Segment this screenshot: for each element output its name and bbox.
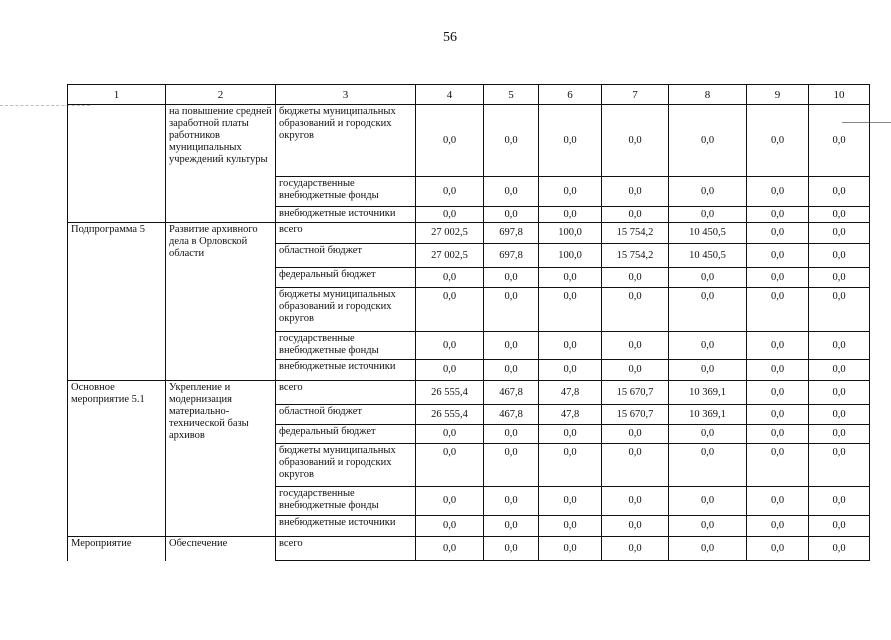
amount-cell: 0,0 [416, 425, 484, 444]
amount-cell: 0,0 [669, 268, 747, 288]
amount-cell: 0,0 [809, 105, 870, 177]
amount-cell: 0,0 [539, 177, 602, 207]
amount-cell: 0,0 [484, 268, 539, 288]
amount-cell: 0,0 [747, 444, 809, 487]
table-row [68, 105, 870, 177]
program-description-cell: на повышение средней заработной платы работников муниципальных учреждений культуры [166, 105, 276, 223]
amount-cell: 0,0 [484, 207, 539, 223]
amount-cell: 0,0 [484, 537, 539, 561]
amount-cell: 0,0 [747, 244, 809, 268]
funding-source-cell: государственные внебюджетные фонды [276, 332, 416, 360]
column-header: 6 [539, 85, 602, 105]
amount-cell: 0,0 [484, 360, 539, 381]
amount-cell: 0,0 [484, 444, 539, 487]
amount-cell: 27 002,5 [416, 244, 484, 268]
amount-cell: 0,0 [602, 207, 669, 223]
column-header: 3 [276, 85, 416, 105]
budget-table [67, 84, 870, 561]
amount-cell: 0,0 [669, 537, 747, 561]
amount-cell: 0,0 [809, 244, 870, 268]
amount-cell: 0,0 [539, 516, 602, 537]
amount-cell: 0,0 [484, 425, 539, 444]
amount-cell: 0,0 [809, 207, 870, 223]
amount-cell: 0,0 [809, 223, 870, 244]
amount-cell: 0,0 [747, 381, 809, 405]
amount-cell: 0,0 [539, 537, 602, 561]
amount-cell: 0,0 [669, 360, 747, 381]
amount-cell: 0,0 [539, 268, 602, 288]
amount-cell: 0,0 [484, 487, 539, 516]
amount-cell: 0,0 [416, 360, 484, 381]
funding-source-cell: областной бюджет [276, 244, 416, 268]
program-name-cell: Основное мероприятие 5.1 [68, 381, 166, 537]
funding-source-cell: всего [276, 381, 416, 405]
funding-source-cell: областной бюджет [276, 405, 416, 425]
amount-cell: 0,0 [602, 516, 669, 537]
column-header: 4 [416, 85, 484, 105]
amount-cell: 697,8 [484, 223, 539, 244]
funding-source-cell: бюджеты муниципальных образований и городских округов [276, 288, 416, 332]
amount-cell: 0,0 [809, 516, 870, 537]
amount-cell: 0,0 [747, 425, 809, 444]
amount-cell: 0,0 [416, 105, 484, 177]
amount-cell: 0,0 [484, 288, 539, 332]
amount-cell: 0,0 [602, 425, 669, 444]
amount-cell: 0,0 [539, 207, 602, 223]
amount-cell: 0,0 [747, 207, 809, 223]
amount-cell: 15 670,7 [602, 381, 669, 405]
funding-source-cell: внебюджетные источники [276, 207, 416, 223]
column-header: 8 [669, 85, 747, 105]
amount-cell: 0,0 [809, 537, 870, 561]
table-row [68, 537, 870, 561]
amount-cell: 0,0 [484, 177, 539, 207]
amount-cell: 0,0 [669, 332, 747, 360]
amount-cell: 0,0 [416, 332, 484, 360]
program-description-cell: Обеспечение [166, 537, 276, 561]
amount-cell: 0,0 [539, 105, 602, 177]
amount-cell: 0,0 [602, 537, 669, 561]
amount-cell: 0,0 [747, 405, 809, 425]
amount-cell: 0,0 [602, 177, 669, 207]
program-name-cell: Подпрограмма 5 [68, 223, 166, 381]
program-description-cell: Развитие архивного дела в Орловской области [166, 223, 276, 381]
amount-cell: 0,0 [539, 360, 602, 381]
amount-cell: 0,0 [416, 444, 484, 487]
amount-cell: 10 369,1 [669, 381, 747, 405]
amount-cell: 0,0 [669, 105, 747, 177]
funding-source-cell: внебюджетные источники [276, 360, 416, 381]
amount-cell: 0,0 [484, 332, 539, 360]
amount-cell: 0,0 [539, 425, 602, 444]
amount-cell: 0,0 [747, 537, 809, 561]
amount-cell: 0,0 [669, 444, 747, 487]
amount-cell: 0,0 [416, 537, 484, 561]
amount-cell: 0,0 [484, 516, 539, 537]
amount-cell: 0,0 [669, 425, 747, 444]
amount-cell: 0,0 [539, 288, 602, 332]
amount-cell: 47,8 [539, 405, 602, 425]
program-description-cell: Укрепление и модернизация материально-технической базы архивов [166, 381, 276, 537]
page-number: 56 [443, 30, 457, 45]
funding-source-cell: бюджеты муниципальных образований и городских округов [276, 105, 416, 177]
amount-cell: 0,0 [809, 177, 870, 207]
column-header: 7 [602, 85, 669, 105]
amount-cell: 0,0 [747, 223, 809, 244]
funding-source-cell: бюджеты муниципальных образований и городских округов [276, 444, 416, 487]
amount-cell: 697,8 [484, 244, 539, 268]
amount-cell: 0,0 [669, 288, 747, 332]
column-header: 9 [747, 85, 809, 105]
amount-cell: 0,0 [747, 105, 809, 177]
amount-cell: 0,0 [602, 105, 669, 177]
amount-cell: 15 754,2 [602, 244, 669, 268]
amount-cell: 0,0 [747, 268, 809, 288]
amount-cell: 0,0 [669, 487, 747, 516]
funding-source-cell: внебюджетные источники [276, 516, 416, 537]
amount-cell: 100,0 [539, 244, 602, 268]
amount-cell: 0,0 [809, 268, 870, 288]
funding-source-cell: всего [276, 537, 416, 561]
amount-cell: 100,0 [539, 223, 602, 244]
amount-cell: 0,0 [747, 516, 809, 537]
amount-cell: 0,0 [809, 288, 870, 332]
amount-cell: 26 555,4 [416, 381, 484, 405]
amount-cell: 0,0 [809, 425, 870, 444]
amount-cell: 0,0 [669, 207, 747, 223]
amount-cell: 467,8 [484, 405, 539, 425]
funding-source-cell: федеральный бюджет [276, 268, 416, 288]
program-name-cell: Мероприятие [68, 537, 166, 561]
amount-cell: 0,0 [809, 332, 870, 360]
amount-cell: 26 555,4 [416, 405, 484, 425]
amount-cell: 0,0 [747, 177, 809, 207]
funding-source-cell: государственные внебюджетные фонды [276, 177, 416, 207]
amount-cell: 0,0 [669, 177, 747, 207]
amount-cell: 0,0 [809, 405, 870, 425]
amount-cell: 467,8 [484, 381, 539, 405]
column-header: 2 [166, 85, 276, 105]
program-name-cell [68, 105, 166, 223]
amount-cell: 0,0 [416, 288, 484, 332]
table-body [68, 85, 870, 561]
amount-cell: 0,0 [809, 487, 870, 516]
amount-cell: 0,0 [747, 360, 809, 381]
header-row [68, 85, 870, 105]
amount-cell: 10 450,5 [669, 223, 747, 244]
amount-cell: 0,0 [602, 268, 669, 288]
amount-cell: 0,0 [539, 332, 602, 360]
amount-cell: 0,0 [539, 444, 602, 487]
table-row [68, 381, 870, 405]
amount-cell: 47,8 [539, 381, 602, 405]
funding-source-cell: всего [276, 223, 416, 244]
amount-cell: 0,0 [602, 288, 669, 332]
amount-cell: 15 754,2 [602, 223, 669, 244]
amount-cell: 27 002,5 [416, 223, 484, 244]
funding-source-cell: федеральный бюджет [276, 425, 416, 444]
column-header: 10 [809, 85, 870, 105]
column-header: 5 [484, 85, 539, 105]
funding-source-cell: государственные внебюджетные фонды [276, 487, 416, 516]
amount-cell: 0,0 [416, 207, 484, 223]
amount-cell: 10 450,5 [669, 244, 747, 268]
amount-cell: 10 369,1 [669, 405, 747, 425]
amount-cell: 0,0 [539, 487, 602, 516]
column-header: 1 [68, 85, 166, 105]
amount-cell: 0,0 [416, 268, 484, 288]
amount-cell: 0,0 [602, 487, 669, 516]
amount-cell: 15 670,7 [602, 405, 669, 425]
amount-cell: 0,0 [602, 360, 669, 381]
amount-cell: 0,0 [416, 177, 484, 207]
amount-cell: 0,0 [809, 444, 870, 487]
amount-cell: 0,0 [747, 487, 809, 516]
amount-cell: 0,0 [416, 487, 484, 516]
amount-cell: 0,0 [747, 332, 809, 360]
amount-cell: 0,0 [416, 516, 484, 537]
amount-cell: 0,0 [809, 381, 870, 405]
table-row [68, 223, 870, 244]
amount-cell: 0,0 [484, 105, 539, 177]
amount-cell: 0,0 [602, 332, 669, 360]
amount-cell: 0,0 [669, 516, 747, 537]
amount-cell: 0,0 [747, 288, 809, 332]
amount-cell: 0,0 [809, 360, 870, 381]
amount-cell: 0,0 [602, 444, 669, 487]
